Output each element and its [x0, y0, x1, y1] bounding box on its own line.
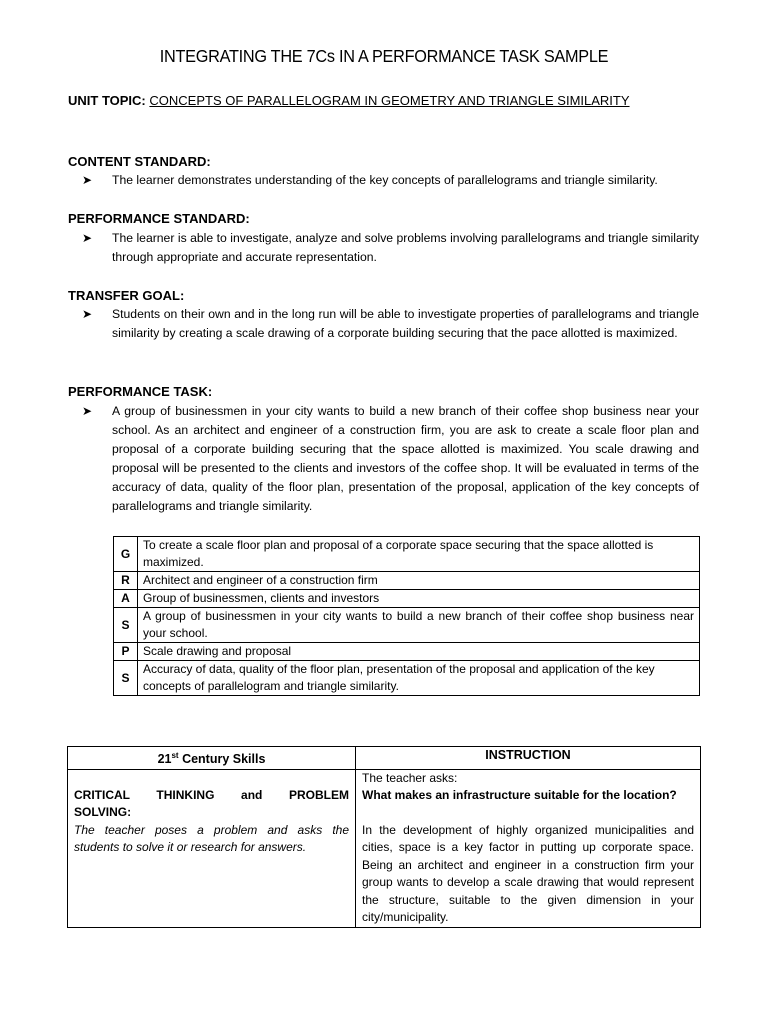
grasps-letter: S	[114, 608, 138, 643]
grasps-text: Accuracy of data, quality of the floor plan, presentation of the proposal and application of the key concepts of parallelogram and triangle similarity.	[138, 661, 700, 696]
arrow-bullet-icon: ➤	[82, 404, 93, 418]
performance-task-text: A group of businessmen in your city wants to build a new branch of their coffee shop business near your school. As an architect and engineer of a construction firm, you are ask to create a scale floor plan and proposal of a corporate building securing that the space allotted is maximized. You scale drawing and proposal will be presented to the clients and investors of the coffee shop. It will be evaluated in terms of the accuracy of data, quality of the floor plan, presentation of the proposal, application of the key concepts of parallelograms and triangle similarity.	[112, 404, 699, 513]
grasps-letter: S	[114, 661, 138, 696]
performance-task-heading: PERFORMANCE TASK:	[68, 384, 213, 399]
skill-title-cont: SOLVING:	[74, 805, 132, 820]
grasps-table	[113, 536, 700, 696]
performance-standard-item	[82, 229, 699, 267]
grasps-text: Scale drawing and proposal	[138, 643, 700, 661]
performance-standard-heading: PERFORMANCE STANDARD:	[68, 211, 250, 226]
arrow-bullet-icon: ➤	[82, 231, 93, 245]
document-title: INTEGRATING THE 7Cs IN A PERFORMANCE TASK SAMPLE	[159, 46, 609, 66]
unit-topic-value: CONCEPTS OF PARALLELOGRAM IN GEOMETRY AND TRIANGLE SIMILARITY	[149, 93, 630, 108]
unit-topic-label: UNIT TOPIC:	[68, 93, 146, 108]
instruction-cell	[356, 769, 701, 927]
transfer-goal-heading: TRANSFER GOAL:	[68, 288, 185, 303]
instruction-column-header: INSTRUCTION	[356, 747, 701, 770]
instruction-intro: The teacher asks:	[362, 770, 458, 785]
instruction-body: In the development of highly organized municipalities and cities, space is a key factor in putting up corporate space. Being an architect and engineer in a construction firm your group wants to develop a scale drawing that would represent the structure, suitable to the given dimension in your city/municipality.	[362, 822, 694, 925]
table-row	[114, 537, 700, 572]
performance-task-item	[82, 402, 699, 516]
grasps-letter: A	[114, 590, 138, 608]
skill-cell	[68, 769, 356, 927]
table-row	[114, 643, 700, 661]
skill-title: CRITICAL THINKING and PROBLEM	[74, 787, 349, 802]
grasps-text: Architect and engineer of a construction firm	[138, 572, 700, 590]
skill-description: The teacher poses a problem and asks the students to solve it or research for answers.	[74, 822, 349, 855]
content-standard-heading: CONTENT STANDARD:	[68, 154, 211, 169]
table-row	[68, 769, 701, 927]
content-standard-text: The learner demonstrates understanding of the key concepts of parallelograms and triangle similarity.	[112, 173, 658, 187]
instruction-question: What makes an infrastructure suitable for the location?	[362, 788, 677, 803]
transfer-goal-item	[82, 305, 699, 343]
grasps-letter: R	[114, 572, 138, 590]
grasps-letter: P	[114, 643, 138, 661]
content-standard-item	[82, 171, 699, 190]
table-row	[114, 572, 700, 590]
table-row	[114, 608, 700, 643]
unit-topic	[68, 93, 630, 108]
performance-standard-text: The learner is able to investigate, analyze and solve problems involving parallelograms and triangle similarity through appropriate and accurate representation.	[112, 231, 699, 264]
grasps-text: A group of businessmen in your city wants to build a new branch of their coffee shop business near your school.	[138, 608, 700, 643]
skills-column-header: 21st Century Skills	[68, 747, 356, 770]
grasps-text: Group of businessmen, clients and investors	[138, 590, 700, 608]
arrow-bullet-icon: ➤	[82, 173, 93, 187]
transfer-goal-text: Students on their own and in the long run will be able to investigate properties of parallelograms and triangle similarity by creating a scale drawing of a corporate building securing that the pace allotted is maximized.	[112, 307, 699, 340]
table-row	[114, 590, 700, 608]
grasps-letter: G	[114, 537, 138, 572]
grasps-text: To create a scale floor plan and proposal of a corporate space securing that the space allotted is maximized.	[138, 537, 700, 572]
arrow-bullet-icon: ➤	[82, 307, 93, 321]
skills-instruction-table	[67, 746, 701, 928]
table-header-row	[68, 747, 701, 770]
table-row	[114, 661, 700, 696]
